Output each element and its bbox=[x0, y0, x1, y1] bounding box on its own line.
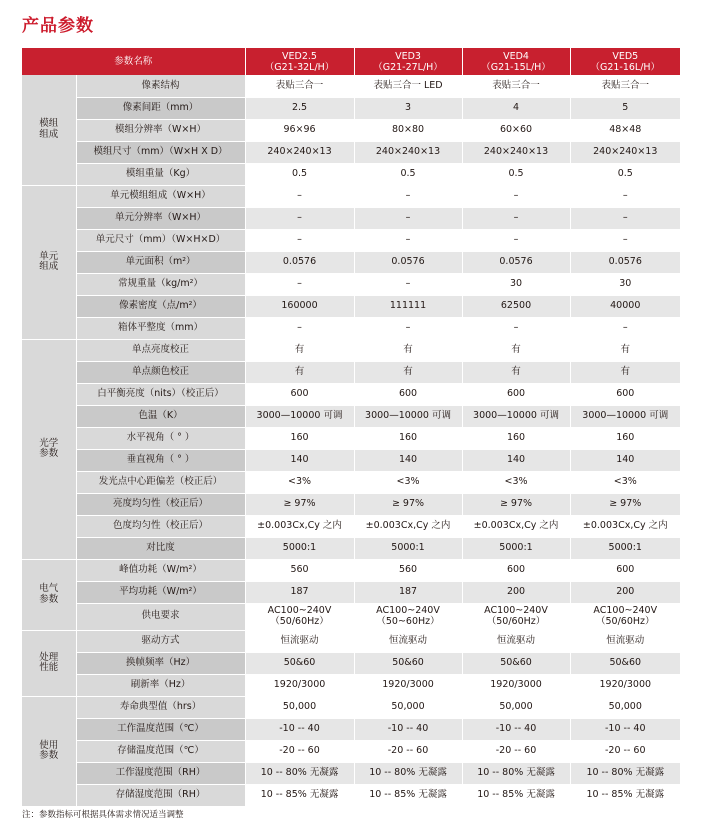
table-row bbox=[22, 537, 680, 559]
param-label: 峰值功耗（W/m²） bbox=[76, 559, 245, 581]
param-value: – bbox=[245, 273, 354, 295]
param-value: – bbox=[570, 229, 680, 251]
param-value: <3% bbox=[570, 471, 680, 493]
param-value: AC100~240V（50/60Hz） bbox=[245, 603, 354, 630]
model-code: （G21-15L/H） bbox=[481, 61, 551, 73]
table-row bbox=[22, 405, 680, 427]
table-row bbox=[22, 97, 680, 119]
table-row bbox=[22, 427, 680, 449]
param-value: 10 -- 85% 无凝露 bbox=[570, 784, 680, 806]
param-value: 1920/3000 bbox=[462, 674, 570, 696]
param-value: 0.5 bbox=[245, 163, 354, 185]
param-value: 600 bbox=[570, 559, 680, 581]
param-value: -20 -- 60 bbox=[245, 740, 354, 762]
param-value: 240×240×13 bbox=[462, 141, 570, 163]
param-label: 垂直视角（ ° ） bbox=[76, 449, 245, 471]
param-label: 存储湿度范围（RH） bbox=[76, 784, 245, 806]
param-value: 3000—10000 可调 bbox=[570, 405, 680, 427]
group-label: 光学参数 bbox=[22, 339, 76, 559]
param-label: 驱动方式 bbox=[76, 630, 245, 652]
param-value: 5000:1 bbox=[354, 537, 462, 559]
param-value: 560 bbox=[354, 559, 462, 581]
table-row bbox=[22, 163, 680, 185]
param-value: ±0.003Cx,Cy 之内 bbox=[245, 515, 354, 537]
model-code: （G21-27L/H） bbox=[373, 61, 443, 73]
param-value: 3 bbox=[354, 97, 462, 119]
param-value: 140 bbox=[462, 449, 570, 471]
param-value: 0.5 bbox=[570, 163, 680, 185]
table-row bbox=[22, 119, 680, 141]
param-value: – bbox=[245, 207, 354, 229]
param-value: – bbox=[354, 317, 462, 339]
param-value: – bbox=[354, 207, 462, 229]
param-label: 像素间距（mm） bbox=[76, 97, 245, 119]
param-value: -20 -- 60 bbox=[570, 740, 680, 762]
param-value: 187 bbox=[354, 581, 462, 603]
param-value: 160 bbox=[354, 427, 462, 449]
param-value: 表贴三合一 bbox=[245, 75, 354, 97]
param-value: 10 -- 80% 无凝露 bbox=[354, 762, 462, 784]
table-row bbox=[22, 603, 680, 630]
param-value: 600 bbox=[570, 383, 680, 405]
param-value: 表贴三合一 bbox=[462, 75, 570, 97]
param-label: 供电要求 bbox=[76, 603, 245, 630]
param-label: 刷新率（Hz） bbox=[76, 674, 245, 696]
param-value: 1920/3000 bbox=[354, 674, 462, 696]
page-title: 产品参数 bbox=[22, 16, 94, 36]
param-value: ≥ 97% bbox=[245, 493, 354, 515]
param-value: 600 bbox=[462, 559, 570, 581]
param-value: 50,000 bbox=[570, 696, 680, 718]
param-value: 1920/3000 bbox=[570, 674, 680, 696]
param-value: – bbox=[354, 185, 462, 207]
param-value: 有 bbox=[245, 361, 354, 383]
param-value: 0.5 bbox=[462, 163, 570, 185]
param-label: 对比度 bbox=[76, 537, 245, 559]
param-label: 单点亮度校正 bbox=[76, 339, 245, 361]
group-label: 使用参数 bbox=[22, 696, 76, 806]
param-value: – bbox=[462, 185, 570, 207]
model-header bbox=[354, 48, 462, 75]
param-value: 160 bbox=[570, 427, 680, 449]
model-code: （G21-32L/H） bbox=[264, 61, 335, 73]
param-value: -20 -- 60 bbox=[462, 740, 570, 762]
param-value: 600 bbox=[462, 383, 570, 405]
param-label: 像素结构 bbox=[76, 75, 245, 97]
param-value: 有 bbox=[462, 361, 570, 383]
param-value: 187 bbox=[245, 581, 354, 603]
param-value: 恒流驱动 bbox=[570, 630, 680, 652]
param-value: 160000 bbox=[245, 295, 354, 317]
model-code: （G21-16L/H） bbox=[590, 61, 661, 73]
param-value: 240×240×13 bbox=[570, 141, 680, 163]
table-row bbox=[22, 696, 680, 718]
param-value: <3% bbox=[354, 471, 462, 493]
param-label: 单元尺寸（mm）（W×H×D） bbox=[76, 229, 245, 251]
param-label: 寿命典型值（hrs） bbox=[76, 696, 245, 718]
table-row bbox=[22, 630, 680, 652]
param-value: 0.5 bbox=[354, 163, 462, 185]
param-value: ≥ 97% bbox=[462, 493, 570, 515]
table-row bbox=[22, 295, 680, 317]
param-value: 恒流驱动 bbox=[245, 630, 354, 652]
param-value: <3% bbox=[462, 471, 570, 493]
param-label: 常规重量（kg/m²） bbox=[76, 273, 245, 295]
param-value: AC100~240V（50/60Hz） bbox=[462, 603, 570, 630]
param-value: 0.0576 bbox=[354, 251, 462, 273]
param-value: 160 bbox=[245, 427, 354, 449]
param-value: ±0.003Cx,Cy 之内 bbox=[354, 515, 462, 537]
model-name: VED5 bbox=[612, 50, 639, 62]
table-row bbox=[22, 75, 680, 97]
param-value: 恒流驱动 bbox=[462, 630, 570, 652]
table-row bbox=[22, 141, 680, 163]
param-value: 111111 bbox=[354, 295, 462, 317]
param-value: 5000:1 bbox=[462, 537, 570, 559]
param-value: 恒流驱动 bbox=[354, 630, 462, 652]
param-value: 5000:1 bbox=[570, 537, 680, 559]
param-value: 3000—10000 可调 bbox=[462, 405, 570, 427]
param-label: 单点颜色校正 bbox=[76, 361, 245, 383]
param-label: 水平视角（ ° ） bbox=[76, 427, 245, 449]
table-header-row bbox=[22, 48, 680, 75]
model-header bbox=[245, 48, 354, 75]
param-value: – bbox=[354, 273, 462, 295]
table-row bbox=[22, 229, 680, 251]
param-value: – bbox=[462, 229, 570, 251]
param-value: 有 bbox=[354, 361, 462, 383]
param-value: 560 bbox=[245, 559, 354, 581]
param-value: 50&60 bbox=[570, 652, 680, 674]
table-row bbox=[22, 361, 680, 383]
param-value: 表贴三合一 LED bbox=[354, 75, 462, 97]
param-label: 存储温度范围（℃） bbox=[76, 740, 245, 762]
param-value: 600 bbox=[354, 383, 462, 405]
group-label: 电气参数 bbox=[22, 559, 76, 630]
param-value: 30 bbox=[462, 273, 570, 295]
param-value: AC100~240V（50~60Hz） bbox=[354, 603, 462, 630]
param-value: ±0.003Cx,Cy 之内 bbox=[462, 515, 570, 537]
param-value: 0.0576 bbox=[570, 251, 680, 273]
param-value: – bbox=[245, 185, 354, 207]
param-value: – bbox=[462, 317, 570, 339]
table-row bbox=[22, 273, 680, 295]
param-value: 140 bbox=[354, 449, 462, 471]
table-row bbox=[22, 762, 680, 784]
param-value: 1920/3000 bbox=[245, 674, 354, 696]
param-label: 工作温度范围（℃） bbox=[76, 718, 245, 740]
param-value: 48×48 bbox=[570, 119, 680, 141]
group-label: 单元组成 bbox=[22, 185, 76, 339]
param-label: 平均功耗（W/m²） bbox=[76, 581, 245, 603]
param-value: 3000—10000 可调 bbox=[354, 405, 462, 427]
table-row bbox=[22, 185, 680, 207]
param-value: 96×96 bbox=[245, 119, 354, 141]
param-value: 62500 bbox=[462, 295, 570, 317]
param-value: 40000 bbox=[570, 295, 680, 317]
param-value: 2.5 bbox=[245, 97, 354, 119]
param-label: 像素密度（点/m²） bbox=[76, 295, 245, 317]
param-label: 工作湿度范围（RH） bbox=[76, 762, 245, 784]
param-value: – bbox=[570, 317, 680, 339]
param-value: 50,000 bbox=[462, 696, 570, 718]
table-row bbox=[22, 449, 680, 471]
param-value: 表贴三合一 bbox=[570, 75, 680, 97]
param-value: – bbox=[245, 229, 354, 251]
table-row bbox=[22, 581, 680, 603]
param-value: 60×60 bbox=[462, 119, 570, 141]
param-value: – bbox=[245, 317, 354, 339]
param-value: 有 bbox=[245, 339, 354, 361]
param-label: 换帧频率（Hz） bbox=[76, 652, 245, 674]
param-value: 10 -- 80% 无凝露 bbox=[245, 762, 354, 784]
table-row bbox=[22, 207, 680, 229]
param-value: <3% bbox=[245, 471, 354, 493]
table-row bbox=[22, 317, 680, 339]
table-row bbox=[22, 652, 680, 674]
model-name: VED4 bbox=[503, 50, 529, 62]
param-value: 有 bbox=[354, 339, 462, 361]
model-header bbox=[462, 48, 570, 75]
model-header bbox=[570, 48, 680, 75]
table-row bbox=[22, 740, 680, 762]
param-value: – bbox=[462, 207, 570, 229]
param-value: 0.0576 bbox=[245, 251, 354, 273]
param-label: 亮度均匀性（校正后） bbox=[76, 493, 245, 515]
table-row bbox=[22, 559, 680, 581]
param-value: 30 bbox=[570, 273, 680, 295]
param-value: 0.0576 bbox=[462, 251, 570, 273]
param-value: 140 bbox=[245, 449, 354, 471]
param-value: 有 bbox=[462, 339, 570, 361]
param-value: ≥ 97% bbox=[570, 493, 680, 515]
param-label: 单元模组组成（W×H） bbox=[76, 185, 245, 207]
param-value: 5000:1 bbox=[245, 537, 354, 559]
param-value: 50&60 bbox=[354, 652, 462, 674]
param-label: 箱体平整度（mm） bbox=[76, 317, 245, 339]
param-value: 140 bbox=[570, 449, 680, 471]
table-row bbox=[22, 339, 680, 361]
param-value: 4 bbox=[462, 97, 570, 119]
param-value: AC100~240V（50/60Hz） bbox=[570, 603, 680, 630]
param-value: -10 -- 40 bbox=[462, 718, 570, 740]
param-value: -10 -- 40 bbox=[354, 718, 462, 740]
param-value: 10 -- 80% 无凝露 bbox=[570, 762, 680, 784]
param-value: 有 bbox=[570, 339, 680, 361]
param-label: 模组尺寸（mm）（W×H X D） bbox=[76, 141, 245, 163]
param-value: 160 bbox=[462, 427, 570, 449]
param-value: 10 -- 85% 无凝露 bbox=[354, 784, 462, 806]
param-value: 50&60 bbox=[245, 652, 354, 674]
table-row bbox=[22, 493, 680, 515]
param-value: – bbox=[354, 229, 462, 251]
param-label: 模组重量（Kg） bbox=[76, 163, 245, 185]
param-value: 200 bbox=[570, 581, 680, 603]
param-value: -10 -- 40 bbox=[245, 718, 354, 740]
group-label: 处理性能 bbox=[22, 630, 76, 696]
table-row bbox=[22, 471, 680, 493]
param-value: -20 -- 60 bbox=[354, 740, 462, 762]
param-value: 240×240×13 bbox=[354, 141, 462, 163]
param-value: ±0.003Cx,Cy 之内 bbox=[570, 515, 680, 537]
param-value: 50,000 bbox=[245, 696, 354, 718]
param-value: 240×240×13 bbox=[245, 141, 354, 163]
table-row bbox=[22, 383, 680, 405]
param-value: 10 -- 80% 无凝露 bbox=[462, 762, 570, 784]
param-name-header: 参数名称 bbox=[22, 48, 245, 75]
table-row bbox=[22, 251, 680, 273]
param-label: 色温（K） bbox=[76, 405, 245, 427]
table-row bbox=[22, 674, 680, 696]
group-label: 模组组成 bbox=[22, 75, 76, 185]
spec-table-body bbox=[22, 75, 680, 806]
param-value: – bbox=[570, 207, 680, 229]
param-value: 50&60 bbox=[462, 652, 570, 674]
model-name: VED3 bbox=[395, 50, 421, 62]
param-value: 5 bbox=[570, 97, 680, 119]
param-label: 单元分辨率（W×H） bbox=[76, 207, 245, 229]
param-label: 单元面积（m²） bbox=[76, 251, 245, 273]
param-value: 80×80 bbox=[354, 119, 462, 141]
model-name: VED2.5 bbox=[282, 50, 317, 62]
param-label: 白平衡亮度（nits）（校正后） bbox=[76, 383, 245, 405]
param-value: 10 -- 85% 无凝露 bbox=[462, 784, 570, 806]
param-value: 200 bbox=[462, 581, 570, 603]
param-value: 50,000 bbox=[354, 696, 462, 718]
param-value: 600 bbox=[245, 383, 354, 405]
table-row bbox=[22, 784, 680, 806]
param-value: ≥ 97% bbox=[354, 493, 462, 515]
spec-table bbox=[22, 48, 680, 807]
param-value: 有 bbox=[570, 361, 680, 383]
param-value: -10 -- 40 bbox=[570, 718, 680, 740]
param-label: 模组分辨率（W×H） bbox=[76, 119, 245, 141]
param-value: 10 -- 85% 无凝露 bbox=[245, 784, 354, 806]
footnote: 注：参数指标可根据具体需求情况适当调整 bbox=[22, 810, 184, 820]
table-row bbox=[22, 718, 680, 740]
param-value: 3000—10000 可调 bbox=[245, 405, 354, 427]
param-label: 发光点中心距偏差（校正后） bbox=[76, 471, 245, 493]
param-value: – bbox=[570, 185, 680, 207]
param-label: 色度均匀性（校正后） bbox=[76, 515, 245, 537]
table-row bbox=[22, 515, 680, 537]
